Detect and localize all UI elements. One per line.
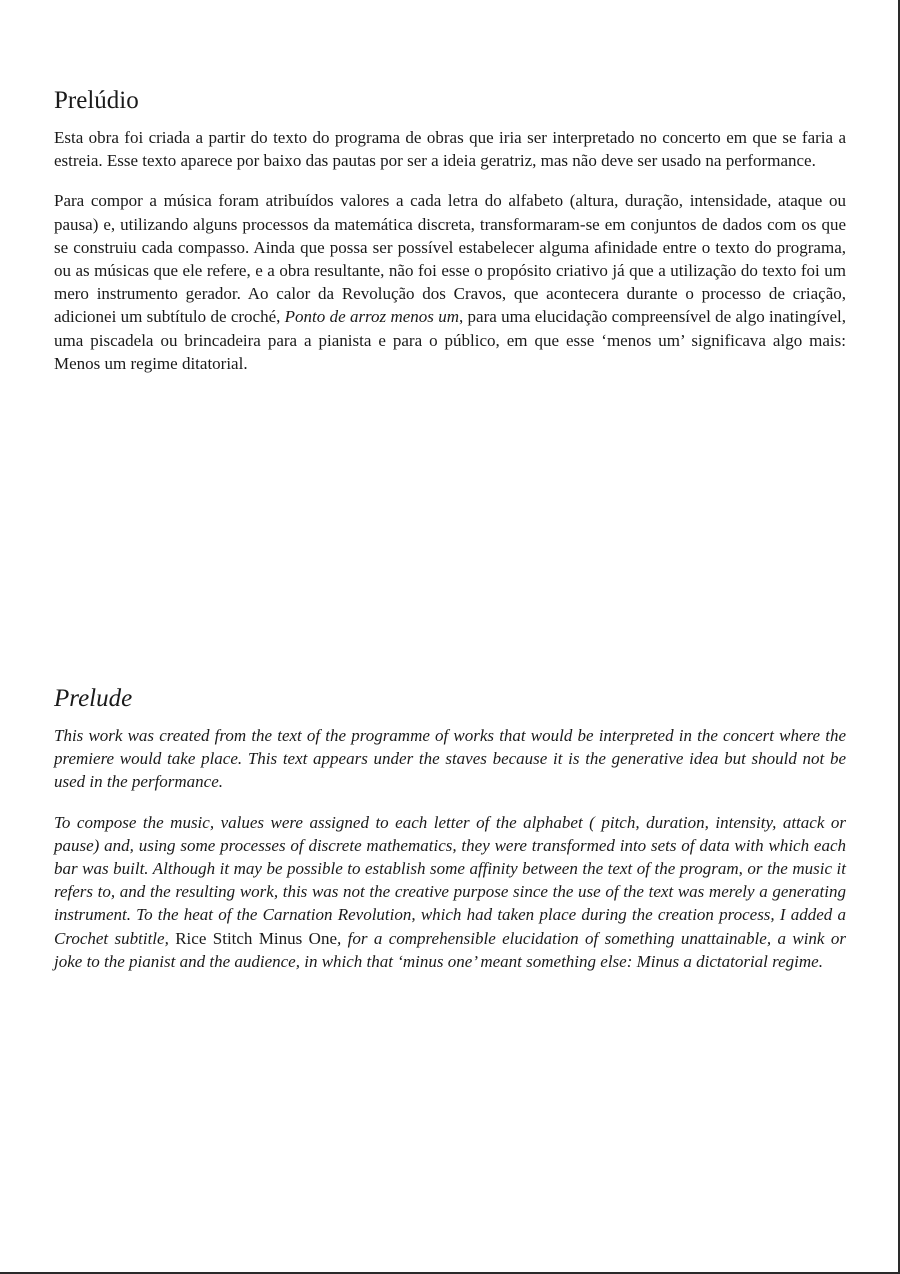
portuguese-paragraph-1: Esta obra foi criada a partir do texto do programa de obras que iria ser interpretado no concerto em que se faria a estreia. Esse texto aparece por baixo das pautas por ser a ideia geratriz, mas não deve ser usado na performance. — [54, 128, 846, 171]
portuguese-paragraph-2-part-a: Para compor a música foram atribuídos valores a cada letra do alfabeto (altura, duração, intensidade, ataque ou pausa) e, utilizando alguns processos da matemática discreta, transformaram-se em conjuntos de dados com os que se construiu cada compasso. Ainda que possa ser possível estabelecer alguma afinidade entre o texto do programa, ou as músicas que ele refere, e a obra resultante, não foi esse o propósito criativo já que a utilização do texto foi um mero instrumento gerador. Ao calor da Revolução dos Cravos, que acontecera durante o processo de criação, adicionei um subtítulo de croché, — [54, 191, 846, 327]
portuguese-section — [54, 84, 846, 392]
english-title: Prelude — [54, 685, 133, 712]
portuguese-paragraph-2 — [54, 189, 846, 375]
english-paragraph-2-part-b: , for a comprehensible elucidation of something unattainable, a wink or joke to the pianist and the audience, in which that ‘minus one’ meant something else: Minus a dictatorial regime. — [54, 928, 846, 971]
english-paragraph-1: This work was created from the text of the programme of works that would be interpreted in the concert where the premiere would take place. This text appears under the staves because it is the generative idea but should not be used in the performance. — [54, 726, 846, 792]
portuguese-title: Prelúdio — [54, 87, 139, 114]
portuguese-subtitle-italic: Ponto de arroz menos um — [284, 307, 459, 327]
english-paragraph-2-part-a: To compose the music, values were assigned to each letter of the alphabet ( pitch, duration, intensity, attack or pause) and, using some processes of discrete mathematics, they were transformed into sets of data with which each bar was built. Although it may be possible to establish some affinity between the text of the program, or the music it refers to, and the resulting work, this was not the creative purpose since the use of the text was merely a generating instrument. To the heat of the Carnation Revolution, which had taken place during the creation process, I added a Crochet subtitle, — [54, 812, 846, 948]
english-paragraph-2 — [54, 811, 846, 973]
english-section — [54, 682, 846, 990]
english-subtitle-upright: Rice Stitch Minus One — [175, 928, 337, 948]
portuguese-paragraph-2-part-b: , para uma elucidação compreensível de algo inatingível, uma piscadela ou brincadeira para a pianista e para o público, em que esse ‘menos um’ significava algo mais: Menos um regime ditatorial. — [54, 307, 846, 373]
